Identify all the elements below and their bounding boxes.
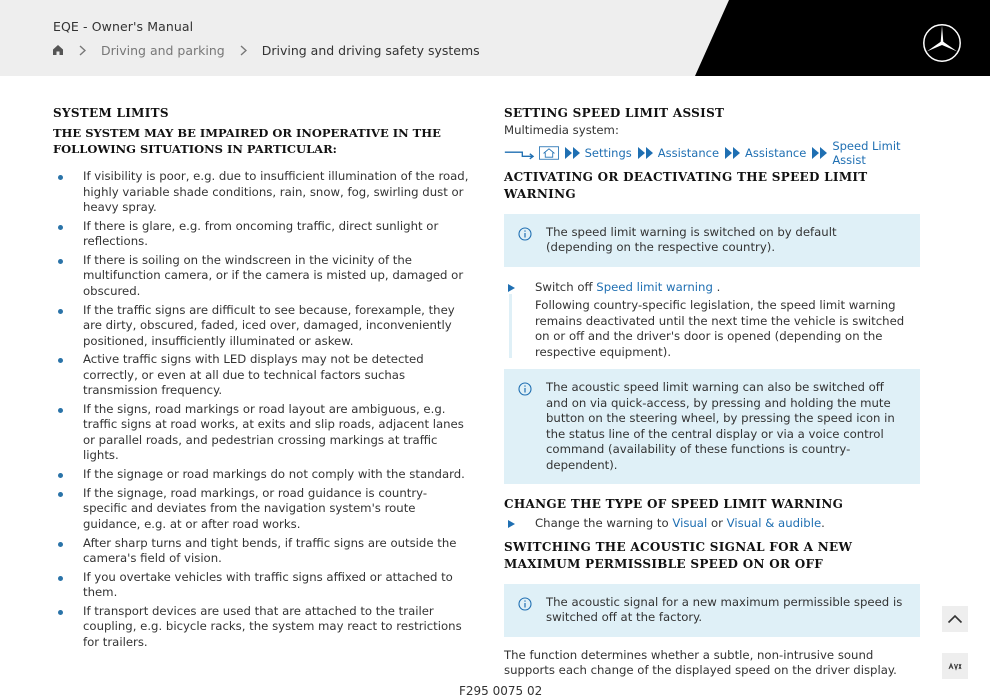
scroll-to-top-button[interactable] bbox=[942, 606, 968, 632]
acoustic-signal-heading: SWITCHING THE ACOUSTIC SIGNAL FOR A NEW MAXIMUM PERMISSIBLE SPEED ON OR OFF bbox=[504, 539, 853, 571]
change-type-heading: CHANGE THE TYPE OF SPEED LIMIT WARNING bbox=[504, 497, 844, 511]
system-limits-list bbox=[53, 169, 470, 650]
list-item: If there is soiling on the windscreen in the vicinity of the multifunction camera, or if the camera is misted up, damaged or obscured. bbox=[53, 253, 470, 300]
chevron-up-icon bbox=[947, 614, 963, 624]
menu-path-assistance-sub[interactable]: Assistance bbox=[745, 145, 807, 160]
double-arrow-icon bbox=[565, 147, 581, 159]
info-text: The acoustic speed limit warning can also be switched off and on via quick-access, by pressing and holding the mute button on the steering wheel, by pressing the speed icon in the status line of the central display or via a voice control command (availability of these functions is country-dependent). bbox=[546, 380, 895, 472]
visual-link[interactable]: Visual bbox=[672, 516, 708, 530]
info-text: The speed limit warning is switched on by default (depending on the respective country). bbox=[546, 224, 837, 254]
system-limits-heading: SYSTEM LIMITS bbox=[53, 106, 169, 120]
info-box-acoustic-signal bbox=[504, 584, 920, 637]
settings-icon bbox=[947, 661, 963, 671]
step-switch-off bbox=[504, 280, 920, 361]
breadcrumb-item-current: Driving and driving safety systems bbox=[261, 42, 480, 58]
step-change-warning bbox=[504, 516, 920, 532]
system-limits-section bbox=[53, 105, 470, 654]
info-text: The acoustic signal for a new maximum permissible speed is switched off at the factory. bbox=[546, 594, 903, 624]
home-icon bbox=[539, 145, 559, 161]
multimedia-label: Multimedia system: bbox=[504, 123, 619, 137]
breadcrumb-item-driving-and-parking[interactable]: Driving and parking bbox=[101, 42, 225, 58]
settings-button[interactable] bbox=[942, 653, 968, 679]
list-item: If you overtake vehicles with traffic signs affixed or attached to them. bbox=[53, 570, 470, 601]
list-item: If there is glare, e.g. from oncoming traffic, direct sunlight or reflections. bbox=[53, 219, 470, 250]
step-text-end: . bbox=[712, 279, 721, 294]
info-icon bbox=[518, 382, 532, 396]
step-arrow-icon bbox=[508, 520, 515, 528]
visual-and-audible-link[interactable]: Visual & audible bbox=[726, 516, 822, 530]
menu-path bbox=[504, 138, 920, 167]
menu-path-assistance[interactable]: Assistance bbox=[657, 145, 720, 160]
menu-path-arrow-icon bbox=[504, 146, 536, 160]
system-limits-subheading: THE SYSTEM MAY BE IMPAIRED OR INOPERATIVE IN THE FOLLOWING SITUATIONS IN PARTICULAR: bbox=[53, 126, 441, 156]
menu-path-speed-limit-assist[interactable]: Speed Limit Assist bbox=[832, 138, 901, 167]
double-arrow-icon bbox=[638, 147, 654, 159]
figure-id: F295 0075 02 bbox=[459, 684, 543, 698]
info-icon bbox=[518, 597, 532, 611]
speed-limit-assist-section bbox=[504, 105, 920, 679]
page-header bbox=[0, 0, 990, 76]
step-text: Switch off bbox=[535, 279, 597, 294]
menu-path-settings[interactable]: Settings bbox=[584, 145, 632, 160]
home-icon[interactable] bbox=[52, 44, 64, 56]
info-icon bbox=[518, 227, 532, 241]
list-item: If the traffic signs are difficult to see because, forexample, they are dirty, obscured, faded, iced over, damaged, inconveniently positioned, insufficiently illuminated or askew. bbox=[53, 303, 470, 350]
step-result-text: Following country-specific legislation, the speed limit warning remains deactivated until the next time the vehicle is switched on or off and the driver's door is opened (depending on the respective equipment). bbox=[535, 298, 905, 359]
function-description: The function determines whether a subtle, non-intrusive sound supports each change of the displayed speed on the driver display. bbox=[504, 647, 897, 677]
step-arrow-icon bbox=[508, 284, 515, 292]
info-box-acoustic-warning bbox=[504, 369, 920, 484]
list-item: If visibility is poor, e.g. due to insufficient illumination of the road, highly variable shade conditions, rain, snow, fog, swirling dust or heavy spray. bbox=[53, 169, 470, 216]
double-arrow-icon bbox=[725, 147, 741, 159]
mercedes-star-logo[interactable] bbox=[922, 23, 962, 63]
list-item: If transport devices are used that are attached to the trailer coupling, e.g. bicycle racks, the system may react to restrictions for trailers. bbox=[53, 604, 470, 651]
setting-speed-limit-heading: SETTING SPEED LIMIT ASSIST bbox=[504, 106, 725, 120]
speed-limit-warning-link[interactable]: Speed limit warning bbox=[596, 279, 713, 294]
manual-title: EQE - Owner's Manual bbox=[53, 19, 194, 34]
step-text-end: . bbox=[821, 516, 825, 530]
list-item: After sharp turns and tight bends, if traffic signs are outside the camera's field of vision. bbox=[53, 536, 470, 567]
activating-deactivating-heading: ACTIVATING OR DEACTIVATING THE SPEED LIMIT WARNING bbox=[504, 169, 868, 201]
list-item: If the signs, road markings or road layout are ambiguous, e.g. traffic signs at road works, at exits and slip roads, adjacent lanes or parallel roads, and pedestrian crossing markings at traffic lights. bbox=[53, 402, 470, 464]
list-item: If the signage or road markings do not comply with the standard. bbox=[53, 467, 470, 483]
info-box-default-on bbox=[504, 214, 920, 267]
step-result-bar bbox=[509, 294, 512, 358]
step-text-mid: or bbox=[707, 516, 727, 530]
list-item: If the signage, road markings, or road guidance is country-specific and deviates from the navigation system's route guidance, e.g. at or after road works. bbox=[53, 486, 470, 533]
chevron-right-icon bbox=[79, 45, 86, 56]
step-text: Change the warning to bbox=[535, 516, 673, 530]
double-arrow-icon bbox=[812, 147, 828, 159]
breadcrumb bbox=[52, 42, 480, 58]
chevron-right-icon bbox=[240, 45, 247, 56]
list-item: Active traffic signs with LED displays may not be detected correctly, or even at all due to technical factors suchas transmission frequency. bbox=[53, 352, 470, 399]
